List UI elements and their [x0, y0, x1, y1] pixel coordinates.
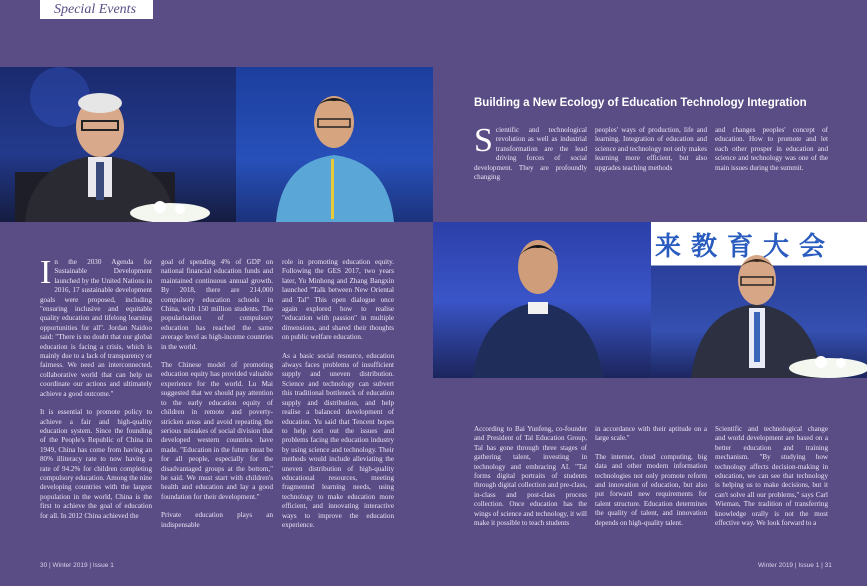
- drop-cap: S: [474, 122, 493, 159]
- speaker-photo-man-sweater: [433, 222, 651, 378]
- conference-banner-text: 来教育大会: [655, 232, 836, 262]
- left-column-1: [40, 254, 152, 530]
- paragraph: As a basic social resource, education always faces problems of insufficient supply and uneven distribution. Science and technology can subvert this traditional bottleneck of education supply and distribution, and help realise a balanced development of education. Yu said that Tencent hopes to help sort out the issues and problems facing the education industry by using science and technology. Their methods would include alleviating the uneven distribution of high-quality educational resources, meeting fragmented learning needs, using technology to make education more efficient, and innovating interactive ways to improve the education experience.: [282, 351, 394, 529]
- article-heading: Building a New Ecology of Education Technology Integration: [474, 97, 807, 109]
- right-top-column-1: [474, 122, 587, 182]
- paragraph: cientific and technological revolution as well as industrial transformation are the lead driving forces of social development. They are profoundly changing: [474, 126, 587, 182]
- right-top-column-2: [595, 126, 707, 173]
- paragraph: Private education plays an indispensable: [161, 511, 273, 529]
- speaker-photo-elder-man: [0, 67, 236, 222]
- section-tag: Special Events: [40, 0, 153, 19]
- paragraph: The Chinese model of promoting education equity has provided valuable experience for the world. Lu Mai suggested that we should pay attention to the early education equity of children in remote and poverty-stricken areas and avoid repeating the serious mistakes of social division that developed western countries have made. "Education in the future must be for all people, especially for the disadvantaged groups at the bottom," he said. We must start with children's health and education and lay a good foundation for their development.": [161, 361, 273, 501]
- paragraph: and changes peoples' concept of education. How to promote and let each other prosper in education and science and technology was one of the main issues during the summit.: [715, 126, 828, 172]
- paragraph: goal of spending 4% of GDP on national financial education funds and maintained continuous annual growth. By 2018, there are 214,000 compulsory education schools in China, with 150 million students. The popularisation of compulsory education has reached the same average level as high-income countries in the world.: [161, 258, 273, 351]
- paragraph: peoples' ways of production, life and learning. Integration of education and science and technology not only makes learning more efficient, but also upgrades teaching methods: [595, 126, 707, 172]
- speaker-photo-young-man-glasses: [236, 67, 433, 222]
- right-bottom-column-1: [474, 425, 587, 537]
- right-page-footer: Winter 2019 | Issue 1 | 31: [758, 562, 832, 569]
- drop-cap: I: [40, 254, 52, 291]
- left-column-3: [282, 258, 394, 539]
- paragraph: Scientific and technological change and world development are based on a better education and training mechanism. "By studying how technology affects decision-making in education, we can see that technology is helping us to make decisions, but it can't solve all our problems," says Carl Wieman, The tradition of transferring knowledge orally is not the most effective way. We look forward to a: [715, 425, 828, 528]
- paragraph: According to Bai Yunfeng, co-founder and President of Tal Education Group, Tal has gone through three stages of gathering talent, investing in technology and embracing AI. "Tal forms digital portraits of students through digital collection and pre-class, in-class and post-class process collection. Once education has the wings of science and technology, it will make it possible to teach students: [474, 425, 587, 528]
- right-top-column-3: [715, 126, 828, 173]
- left-column-2: [161, 258, 273, 539]
- paragraph: In the 2030 Agenda for Sustainable Development launched by the United Nations in 2016, 17 sustainable development goals were proposed, including "ensuring inclusive and equitable quality education and lifelong learning opportunities for all". Jordan Naidoo said: "There is no doubt that our global education is facing a crisis, which is mainly due to a lack of transparency or fairness. We need an interconnected, collaborative world that can help us coordinate our actions and ultimately achieve a good outcome.": [40, 254, 152, 398]
- paragraph: role in promoting education equity. Following the GES 2017, two years later, Yu Minhong and Zhang Bangxin launched "Talk between New Oriental and Tal" This open dialogue once again explored how to realise "education with passion" in multiple dimensions, and shared their thoughts on public welfare education.: [282, 258, 394, 342]
- paragraph: It is essential to promote policy to achieve a fair and high-quality education system. Since the founding of the People's Republic of China in 1949, China has come from having an 80% illiteracy rate to now having a rate of 94.2% for children completing compulsory education. Among the nine developing countries with the largest population in the world, China is the first to achieve the goal of education for all. In 2012 China achieved the: [40, 408, 152, 520]
- right-bottom-column-3: [715, 425, 828, 537]
- paragraph: The internet, cloud computing, big data and other modern information technologies not only promote reform and innovation of education, but also put forward new requirements for talent structure. Education determines the quality of talent, and innovation depends on high-quality talent.: [595, 452, 707, 527]
- paragraph: in accordance with their aptitude on a large scale.": [595, 425, 707, 443]
- right-bottom-column-2: [595, 425, 707, 537]
- left-page-footer: 30 | Winter 2019 | Issue 1: [40, 562, 114, 569]
